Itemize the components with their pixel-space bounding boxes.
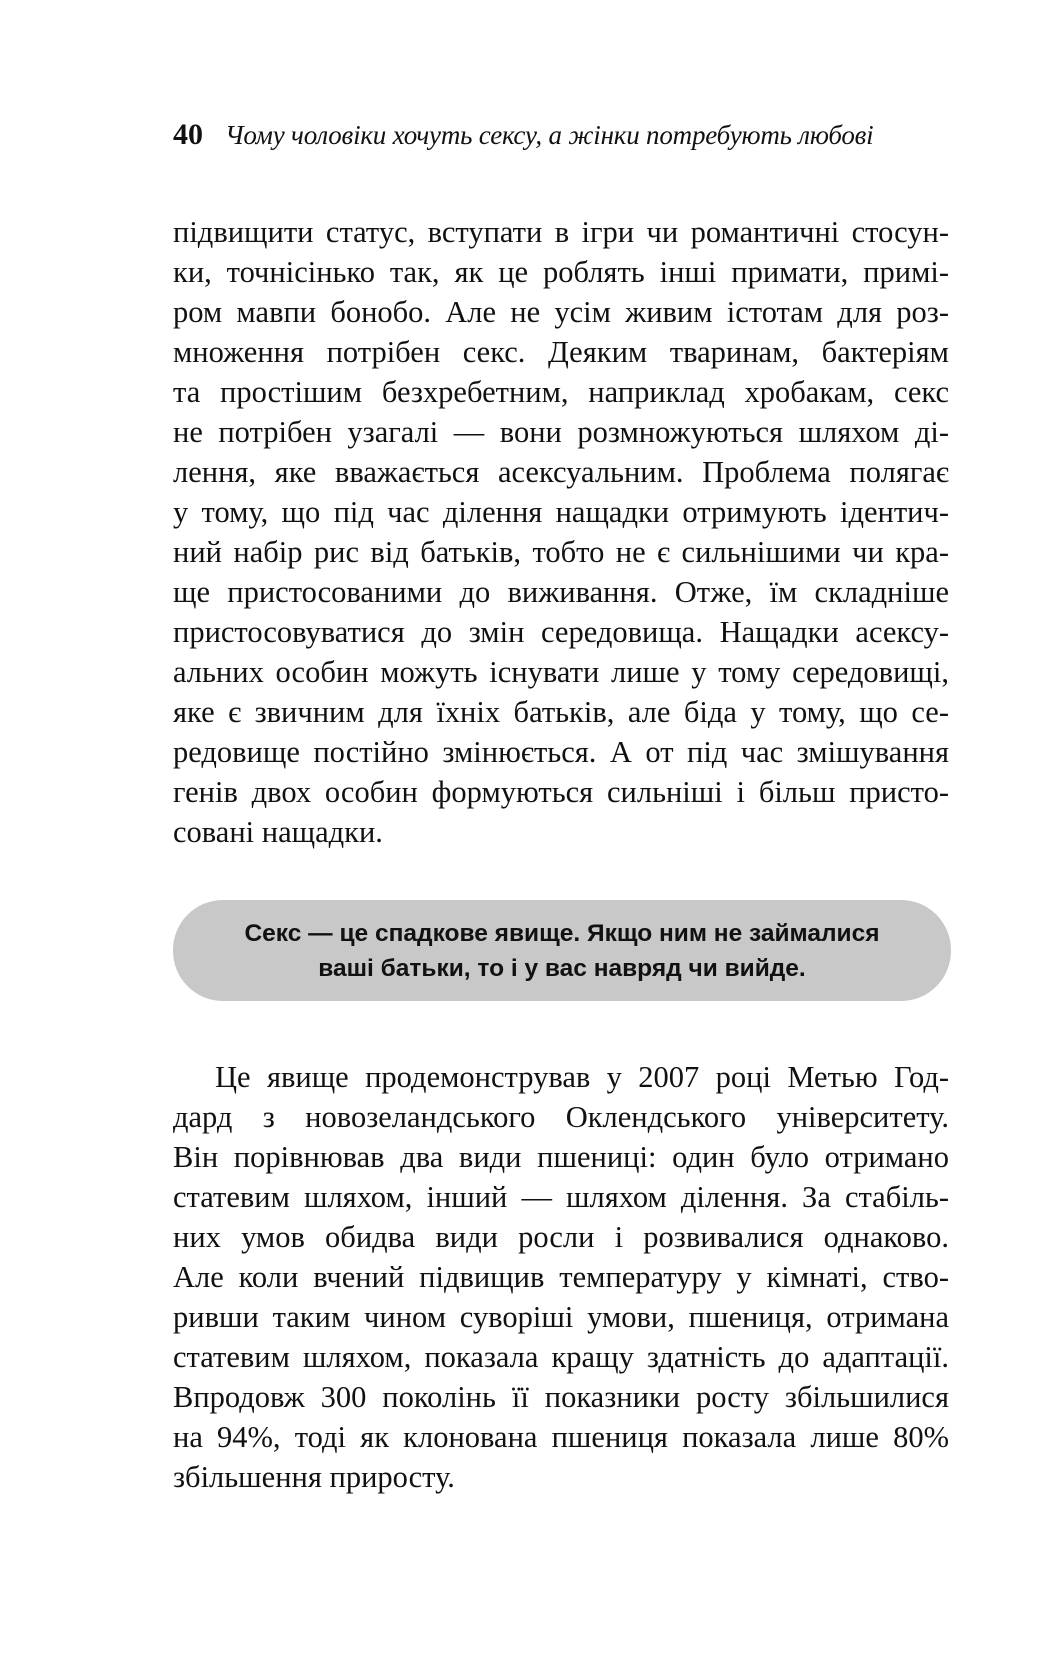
- page-header: [173, 118, 953, 158]
- text-line: статевим шляхом, інший — шляхом ділення. За стабіль-: [173, 1180, 949, 1214]
- body-paragraph-2: [173, 1057, 949, 1497]
- text-line: ще пристосованими до виживання. Отже, їм складніше: [173, 575, 949, 609]
- pull-quote-box: [173, 900, 951, 1001]
- text-line: лення, яке вважається асексуальним. Проблема полягає: [173, 455, 949, 489]
- text-line: на 94%, тоді як клонована пшениця показала лише 80%: [173, 1420, 949, 1454]
- text-line: Впродовж 300 поколінь її показники росту збільшилися: [173, 1380, 949, 1414]
- text-line: Це явище продемонстрував у 2007 році Метью Год-: [215, 1060, 949, 1094]
- body-paragraph-1: [173, 212, 949, 852]
- text-line: множення потрібен секс. Деяким тваринам, бактеріям: [173, 335, 949, 369]
- page-number: 40: [173, 118, 203, 151]
- text-line: генів двох особин формуються сильніші і більш присто-: [173, 775, 949, 809]
- text-line: ки, точнісінько так, як це роблять інші примати, примі-: [173, 255, 949, 289]
- text-line: підвищити статус, вступати в ігри чи романтичні стосун-: [173, 215, 949, 249]
- text-line: у тому, що під час ділення нащадки отримують ідентич-: [173, 495, 949, 529]
- text-line: яке є звичним для їхніх батьків, але біда у тому, що се-: [173, 695, 949, 729]
- text-line: них умов обидва види росли і розвивалися однаково.: [173, 1220, 949, 1254]
- text-line: та простішим безхребетним, наприклад хробакам, секс: [173, 375, 949, 409]
- text-line: Він порівнював два види пшениці: один було отримано: [173, 1140, 949, 1174]
- text-line: пристосовуватися до змін середовища. Нащадки асексу-: [173, 615, 949, 649]
- text-line: дард з новозеландського Оклендського університету.: [173, 1100, 949, 1134]
- pull-quote-line-1: Секс — це спадкове явище. Якщо ним не займалися: [244, 919, 880, 947]
- text-line: редовище постійно змінюється. А от під час змішування: [173, 735, 949, 769]
- text-line: статевим шляхом, показала кращу здатність до адаптації.: [173, 1340, 949, 1374]
- text-line: альних особин можуть існувати лише у тому середовищі,: [173, 655, 949, 689]
- text-line: не потрібен узагалі — вони розмножуються шляхом ді-: [173, 415, 949, 449]
- text-line: совані нащадки.: [173, 815, 383, 849]
- text-line: збільшення приросту.: [173, 1460, 455, 1494]
- running-title: Чому чоловіки хочуть сексу, а жінки потребують любові: [225, 120, 874, 150]
- text-line: ний набір рис від батьків, тобто не є сильнішими чи кра-: [173, 535, 949, 569]
- text-line: ром мавпи бонобо. Але не усім живим істотам для роз-: [173, 295, 949, 329]
- text-line: Але коли вчений підвищив температуру у кімнаті, ство-: [173, 1260, 949, 1294]
- text-line: ривши таким чином суворіші умови, пшениця, отримана: [173, 1300, 949, 1334]
- pull-quote-line-2: ваші батьки, то і у вас навряд чи вийде.: [318, 954, 806, 982]
